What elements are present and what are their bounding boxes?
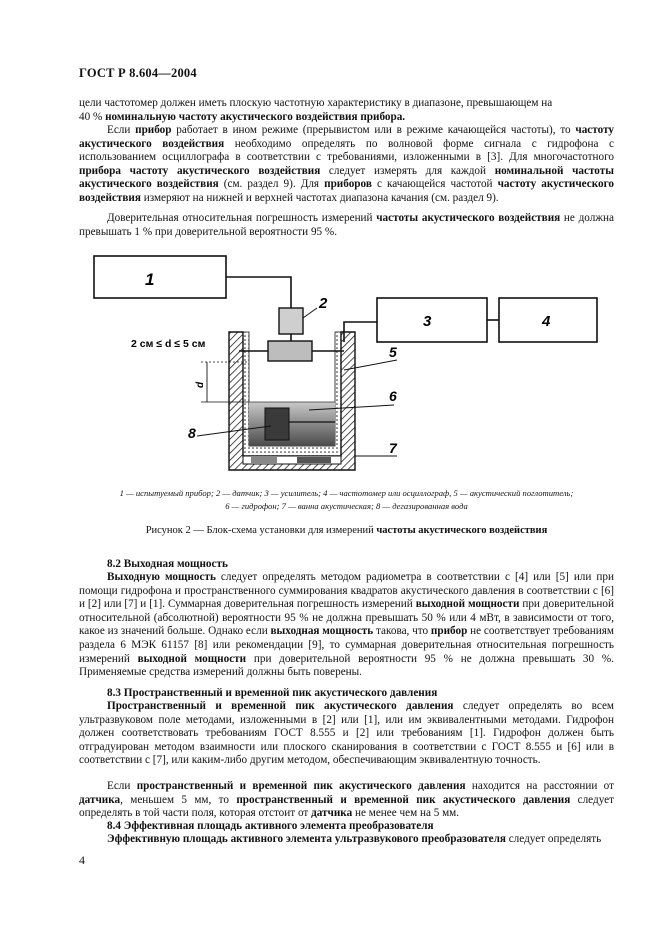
block-diagram-svg — [79, 250, 614, 490]
label-2: 2 — [319, 295, 328, 312]
paragraph-frequency-meter: цели частотомер должен иметь плоскую частотную характеристику в диапазоне, превышающем на 40 % номинальную частоту акустического воздействия прибора. — [79, 97, 553, 123]
paragraph-other-mode: Если прибор работает в ином режиме (прерывистом или в режиме качающейся частоты), то частоту акустического воздействия необходимо определять по волновой форме сигнала с гидрофона с использованием осциллографа в соответствии с требованиями, изложенными в [3]. Для многочастотного прибора частоту акустического воздействия следует измерять для каждой номинальной частоты акустического воздействия (см. раздел 9). Для приборов с качающейся частотой частоту акустического воздействия измеряют на нижней и верхней частотах диапазона качания (см. раздел 9). — [79, 124, 615, 204]
degassed-water — [249, 402, 335, 446]
figure-caption: Рисунок 2 — Блок-схема установки для измерений частоты акустического воздействия — [145, 525, 548, 536]
paragraph-peak-distance: Если пространственный и временной пик акустического давления находится на расстоянии от датчика, меньшем 5 мм, то пространственный и временной пик акустического давления следует определять в той части поля, которая отстоит от датчика не менее чем на 5 мм. — [79, 780, 614, 820]
heading-8-4: 8.4 Эффективная площадь активного элемента преобразователя — [107, 820, 434, 832]
distance-range: 2 см ≤ d ≤ 5 см — [131, 338, 206, 350]
block-diagram — [79, 250, 614, 490]
dimension-d: d — [195, 381, 206, 388]
label-7: 7 — [389, 440, 397, 456]
wire-1-2 — [226, 277, 291, 308]
paragraph-peak-pressure: Пространственный и временной пик акустического давления следует определять во всем ультразвуковом поле методами, изложенными в [2] или [1], или им эквивалентными методами. Гидрофон должен соответствовать требованиям ГОСТ 8.555 и [2] или требованиям [1]. Гидрофон должен быть отградуирован методом взаимности или плоского сканирования в соответствии с ГОСТ 8.555 и [6] или в соответствии с [7], или каким-либо другим методом, обеспечивающим эквивалентную точность. — [79, 700, 614, 767]
page-number: 4 — [79, 853, 85, 867]
box-amplifier — [377, 298, 487, 342]
paragraph-effective-area: Эффективную площадь активного элемента ультразвукового преобразователя следует определять — [107, 833, 602, 845]
label-5: 5 — [389, 344, 397, 360]
hydrophone — [265, 408, 289, 440]
sensor-lower — [268, 341, 312, 361]
label-6: 6 — [389, 388, 397, 404]
paragraph-output-power: Выходную мощность следует определять методом радиометра в соответствии с [4] или [5] или при помощи гидрофона и пространственного суммирования квадратов акустического давления в соответствии с [6] и [2] или [7] и [1]. Суммарная доверительная погрешность измерений выходной мощности при доверительной относительной (абсолютной) вероятности 95 % не должна превышать 50 % или 4 мВт, в зависимости от того, какое из значений больше. Однако если выходная мощность такова, что прибор не соответствует требованиям раздела 6 МЭК 61157 [8] или рекомендации [9], то суммарная доверительная относительная погрешность измерений выходной мощности при доверительной вероятности 95 % не должна превышать 30 %. Применяемые средства измерений должны быть поверены. — [79, 571, 615, 679]
figure-legend: 1 — испытуемый прибор; 2 — датчик; 3 — усилитель; 4 — частотомер или осциллограф, 5 — акустический поглотитель; 6 — гидрофон; 7 — ванна акустическая; 8 — дегазированная вода — [119, 488, 574, 511]
label-1: 1 — [145, 270, 155, 289]
heading-8-2: 8.2 Выходная мощность — [107, 558, 228, 570]
sensor-upper — [279, 308, 303, 334]
box-device — [94, 256, 226, 298]
paragraph-error: Доверительная относительная погрешность измерений частоты акустического воздействия не должна превышать 1 % при доверительной вероятности 95 %. — [79, 212, 614, 238]
heading-8-3: 8.3 Пространственный и временной пик акустического давления — [107, 687, 438, 699]
label-3: 3 — [423, 313, 432, 330]
leader-2 — [303, 308, 317, 318]
label-8: 8 — [188, 425, 196, 441]
label-4: 4 — [542, 313, 551, 330]
page-header: ГОСТ Р 8.604—2004 — [79, 66, 197, 80]
